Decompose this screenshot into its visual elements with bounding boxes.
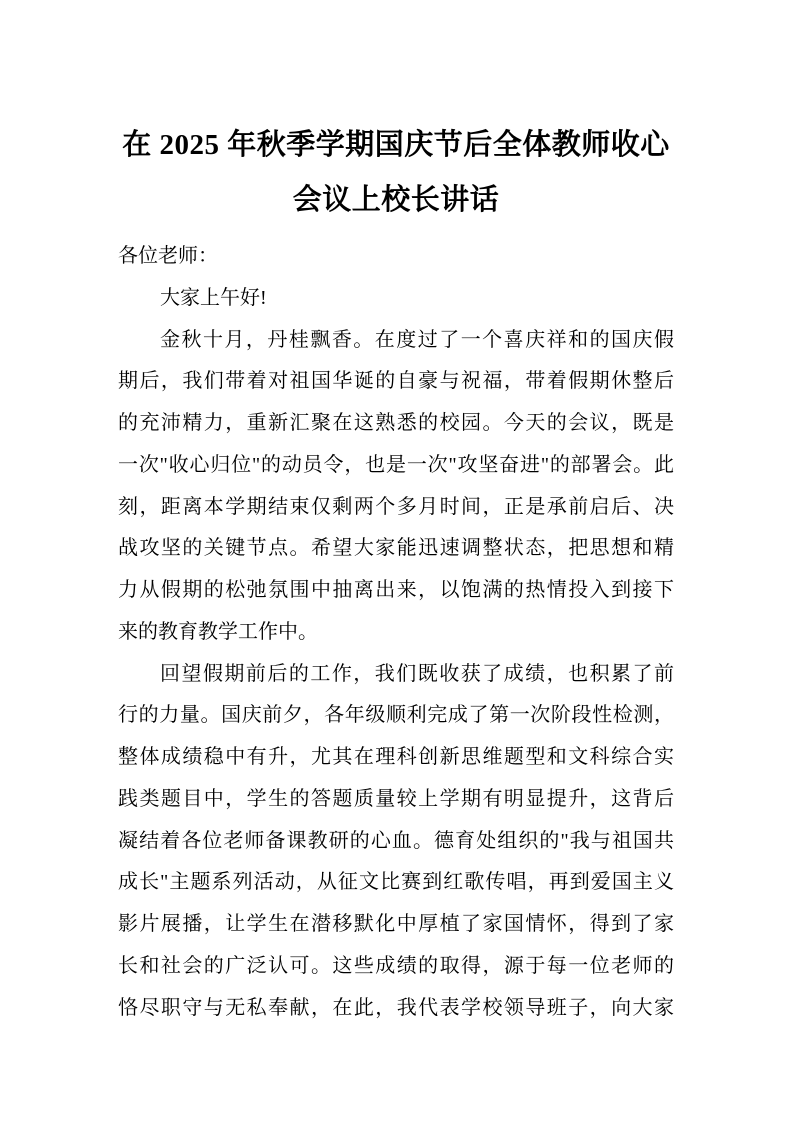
body-line: 长和社会的广泛认可。这些成绩的取得，源于每一位老师的 xyxy=(118,954,674,977)
body-line: 整体成绩稳中有升，尤其在理科创新思维题型和文科综合实 xyxy=(118,746,674,768)
title-line-1: 在 2025 年秋季学期国庆节后全体教师收心 xyxy=(122,129,670,161)
body-line: 大家上午好! xyxy=(160,286,267,309)
document-content xyxy=(118,118,674,1029)
body-line: 战攻坚的关键节点。希望大家能迅速调整状态，把思想和精 xyxy=(118,537,674,560)
body-line: 凝结着各位老师备课教研的心血。德育处组织的"我与祖国共 xyxy=(118,829,674,852)
title-line-2: 会议上校长讲话 xyxy=(292,184,500,216)
salutation-line: 各位老师： xyxy=(118,245,218,267)
body-line: 一次"收心归位"的动员令，也是一次"攻坚奋进"的部署会。此 xyxy=(118,453,674,476)
body-line: 行的力量。国庆前夕，各年级顺利完成了第一次阶段性检测， xyxy=(118,704,674,727)
document-title xyxy=(118,118,674,228)
body-line: 力从假期的松弛氛围中抽离出来，以饱满的热情投入到接下 xyxy=(118,579,674,601)
body-line: 践类题目中，学生的答题质量较上学期有明显提升，这背后 xyxy=(118,787,674,810)
body-line: 来的教育教学工作中。 xyxy=(118,620,318,643)
body-line: 期后，我们带着对祖国华诞的自豪与祝福，带着假期休整后 xyxy=(118,370,674,393)
body-line: 金秋十月，丹桂飘香。在度过了一个喜庆祥和的国庆假 xyxy=(160,328,674,351)
body-line: 影片展播，让学生在潜移默化中厚植了家国情怀，得到了家 xyxy=(118,913,674,935)
body-line: 的充沛精力，重新汇聚在这熟悉的校园。今天的会议，既是 xyxy=(118,412,674,434)
body-line: 恪尽职守与无私奉献，在此，我代表学校领导班子，向大家 xyxy=(118,996,674,1019)
document-body xyxy=(118,236,674,1029)
body-line: 刻，距离本学期结束仅剩两个多月时间，正是承前启后、决 xyxy=(118,495,674,518)
body-line: 回望假期前后的工作，我们既收获了成绩，也积累了前 xyxy=(160,662,674,685)
body-line: 成长"主题系列活动，从征文比赛到红歌传唱，再到爱国主义 xyxy=(118,871,674,894)
